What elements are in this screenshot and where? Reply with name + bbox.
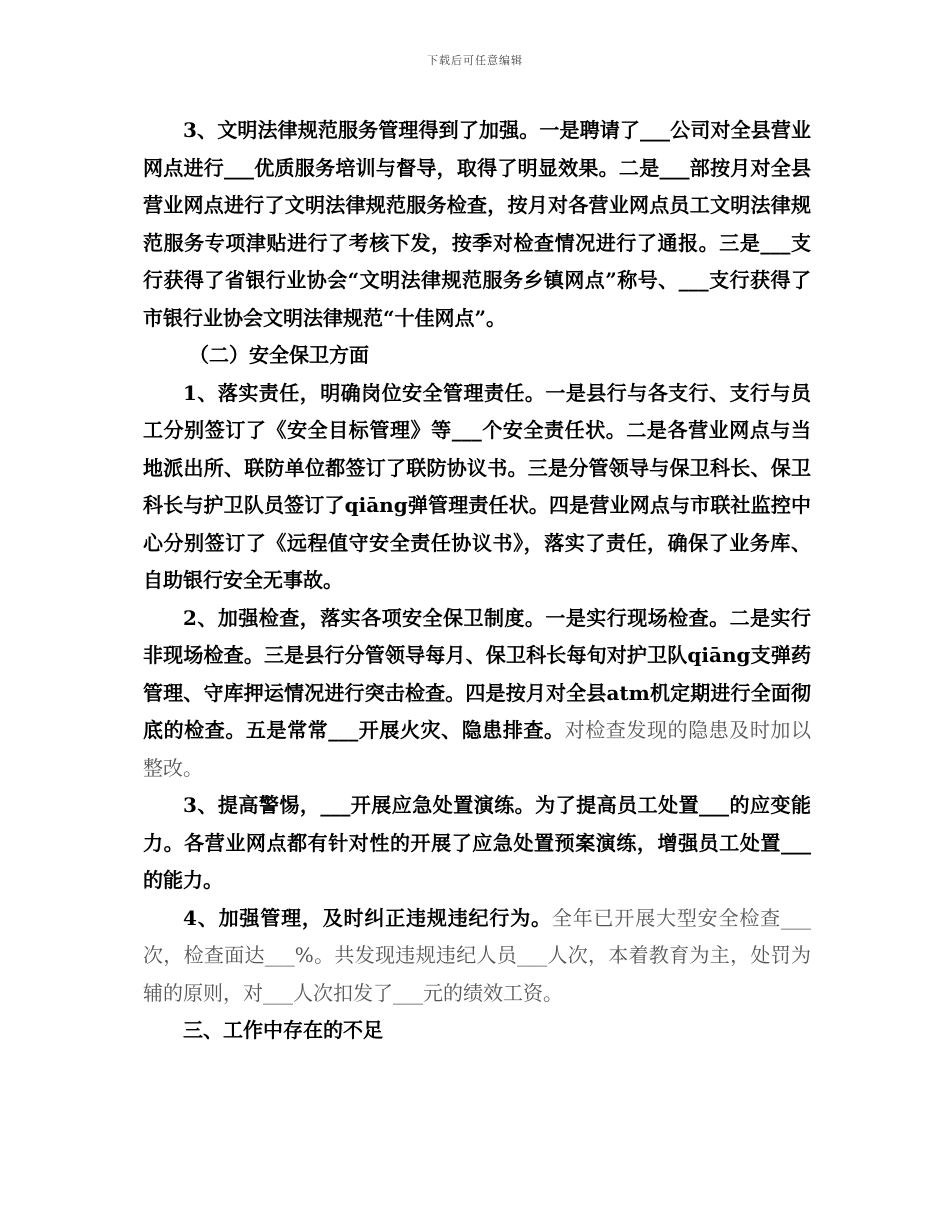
document-body [143, 112, 811, 1050]
paragraph-text-light: 全年已开展大型安全检查___次，检查面达___%。共发现违规违纪人员___人次，本着教育为主，处罚为辅的原则，对___人次扣发了___元的绩效工资。 [143, 905, 812, 1005]
paragraph-text: 3、文明法律规范服务管理得到了加强。一是聘请了___公司对全县营业网点进行___优质服务培训与督导，取得了明显效果。二是___部按月对全县营业网点进行了文明法律规范服务检查，按月对各营业网点员工文明法律规范服务专项津贴进行了考核下发，按季对检查情况进行了通报。三是___支行获得了省银行业协会“文明法律规范服务乡镇网点”称号、___支行获得了市银行业协会文明法律规范“十佳网点”。 [143, 118, 811, 330]
paragraph-responsibility [143, 375, 811, 600]
paragraph-text: 2、加强检查，落实各项安全保卫制度。一是实行现场检查。二是实行非现场检查。三是县行分管领导每月、保卫科长每旬对护卫队qiāng支弹药管理、守库押运情况进行突击检查。四是按月对全县atm机定期进行全面彻底的检查。五是常常___开展火灾、隐患排查。 [143, 605, 811, 742]
heading-text: 三、工作中存在的不足 [183, 1018, 383, 1042]
paragraph-text: 4、加强管理，及时纠正违规违纪行为。 [183, 905, 552, 930]
paragraph-management [143, 900, 811, 1013]
paragraph-text-light: 对检查发现的隐患及时加以整改。 [143, 718, 812, 780]
heading-text: （二）安全保卫方面 [189, 343, 369, 367]
paragraph-inspection [143, 600, 811, 788]
section-heading-security [143, 337, 811, 375]
paragraph-text: 1、落实责任，明确岗位安全管理责任。一是县行与各支行、支行与员工分别签订了《安全目标管理》等___个安全责任状。二是各营业网点与当地派出所、联防单位都签订了联防协议书。三是分管领导与保卫科长、保卫科长与护卫队员签订了qiāng弹管理责任状。四是营业网点与市联社监控中心分别签订了《远程值守安全责任协议书》，落实了责任，确保了业务库、自助银行安全无事故。 [143, 380, 811, 592]
page-header-note: 下载后可任意编辑 [427, 54, 523, 67]
section-heading-shortcomings [143, 1012, 811, 1050]
paragraph-text: 3、提高警惕，___开展应急处置演练。为了提高员工处置___的应变能力。各营业网点都有针对性的开展了应急处置预案演练，增强员工处置___的能力。 [143, 793, 811, 892]
paragraph-civilized-service [143, 112, 811, 337]
paragraph-emergency-drill [143, 787, 811, 900]
